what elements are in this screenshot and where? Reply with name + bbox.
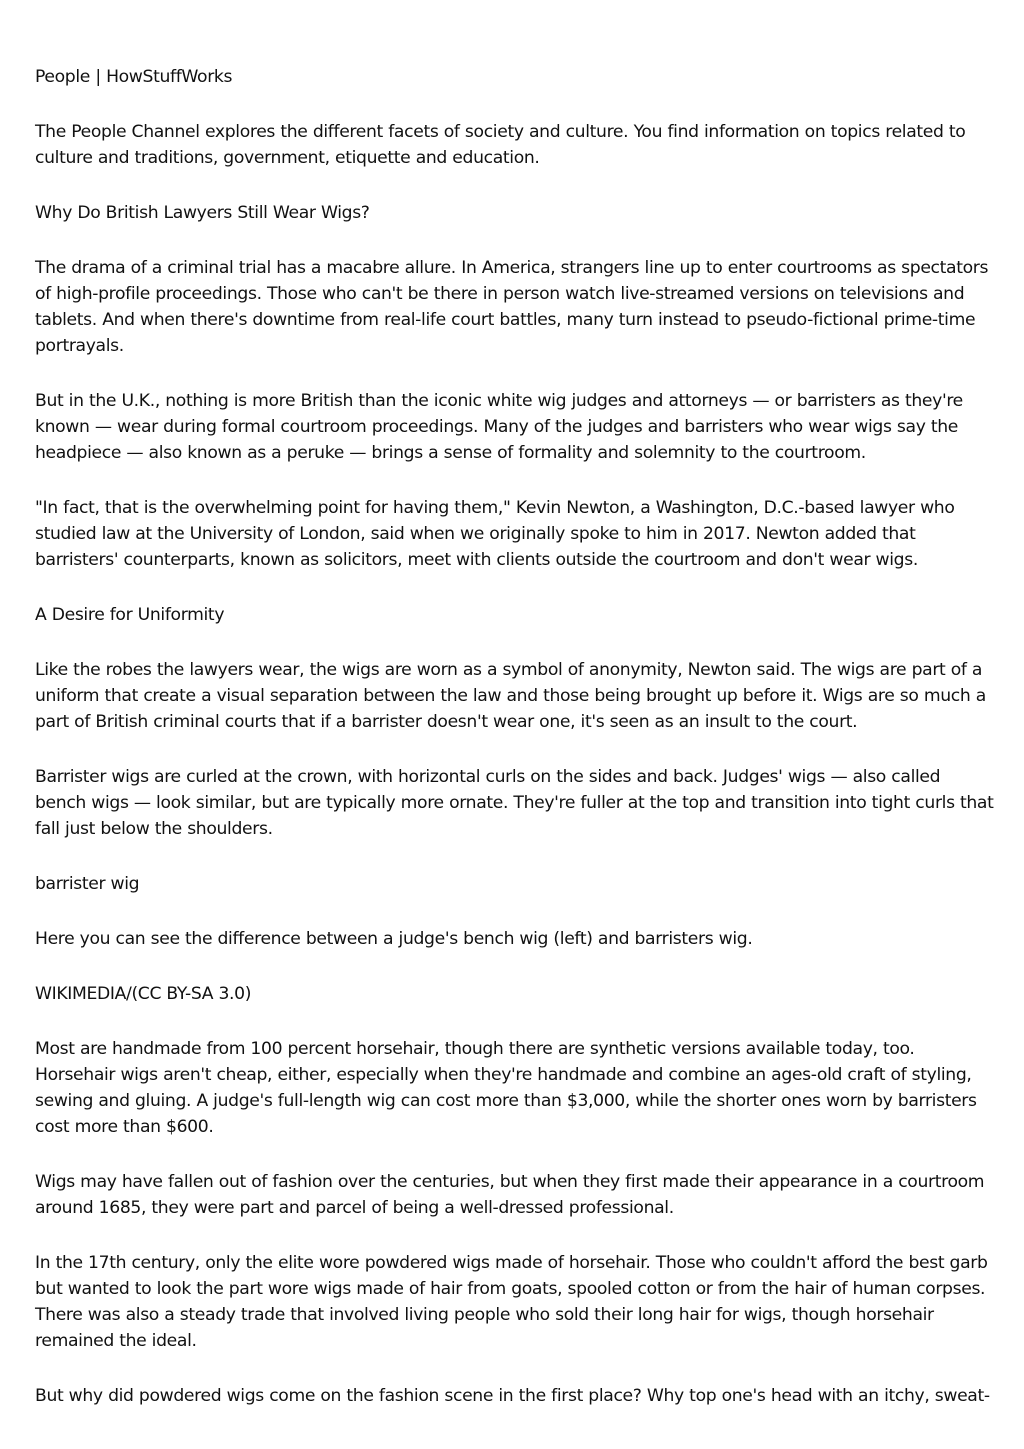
article-paragraph: Barrister wigs are curled at the crown, with horizontal curls on the sides and back. Judges' wigs — also called bench wigs — look similar, but are typically more ornate. They're fuller at the top and transition into tight curls that fall just below the shoulders. bbox=[35, 767, 994, 839]
channel-intro: The People Channel explores the different facets of society and culture. You find information on topics related to culture and traditions, government, etiquette and education. bbox=[35, 122, 966, 168]
document-page bbox=[35, 64, 995, 1438]
article-paragraph: In the 17th century, only the elite wore powdered wigs made of horsehair. Those who couldn't afford the best garb but wanted to look the part wore wigs made of hair from goats, spooled cotton or from the hair of human corpses. There was also a steady trade that involved living people who sold their long hair for wigs, though horsehair remained the ideal. bbox=[35, 1253, 988, 1351]
article-paragraph: Wigs may have fallen out of fashion over the centuries, but when they first made their appearance in a courtroom around 1685, they were part and parcel of being a well-dressed professional. bbox=[35, 1172, 985, 1218]
article-paragraph: Most are handmade from 100 percent horsehair, though there are synthetic versions available today, too. Horsehair wigs aren't cheap, either, especially when they're handmade and combine an ages-old craft of styling, sewing and gluing. A judge's full-length wig can cost more than $3,000, while the shorter ones worn by barristers cost more than $600. bbox=[35, 1039, 977, 1137]
article-title: Why Do British Lawyers Still Wear Wigs? bbox=[35, 203, 370, 223]
image-alt-text: barrister wig bbox=[35, 874, 140, 894]
article-paragraph: But why did powdered wigs come on the fashion scene in the first place? Why top one's head with an itchy, sweat- bbox=[35, 1386, 990, 1406]
article-paragraph: The drama of a criminal trial has a macabre allure. In America, strangers line up to enter courtrooms as spectators of high-profile proceedings. Those who can't be there in person watch live-streamed versions on televisions and tablets. And when there's downtime from real-life court battles, many turn instead to pseudo-fictional prime-time portrayals. bbox=[35, 258, 989, 356]
article-paragraph: But in the U.K., nothing is more British than the iconic white wig judges and attorneys — or barristers as they're known — wear during formal courtroom proceedings. Many of the judges and barristers who wear wigs say the headpiece — also known as a peruke — brings a sense of formality and solemnity to the courtroom. bbox=[35, 391, 963, 463]
section-heading: A Desire for Uniformity bbox=[35, 605, 225, 625]
article-paragraph: "In fact, that is the overwhelming point for having them," Kevin Newton, a Washington, D.C.-based lawyer who studied law at the University of London, said when we originally spoke to him in 2017. Newton added that barristers' counterparts, known as solicitors, meet with clients outside the courtroom and don't wear wigs. bbox=[35, 498, 955, 570]
site-title: People | HowStuffWorks bbox=[35, 67, 233, 87]
image-caption: Here you can see the difference between a judge's bench wig (left) and barristers wig. bbox=[35, 929, 753, 949]
image-credit: WIKIMEDIA/(CC BY-SA 3.0) bbox=[35, 984, 252, 1004]
article-paragraph: Like the robes the lawyers wear, the wigs are worn as a symbol of anonymity, Newton said. The wigs are part of a uniform that create a visual separation between the law and those being brought up before it. Wigs are so much a part of British criminal courts that if a barrister doesn't wear one, it's seen as an insult to the court. bbox=[35, 660, 986, 732]
